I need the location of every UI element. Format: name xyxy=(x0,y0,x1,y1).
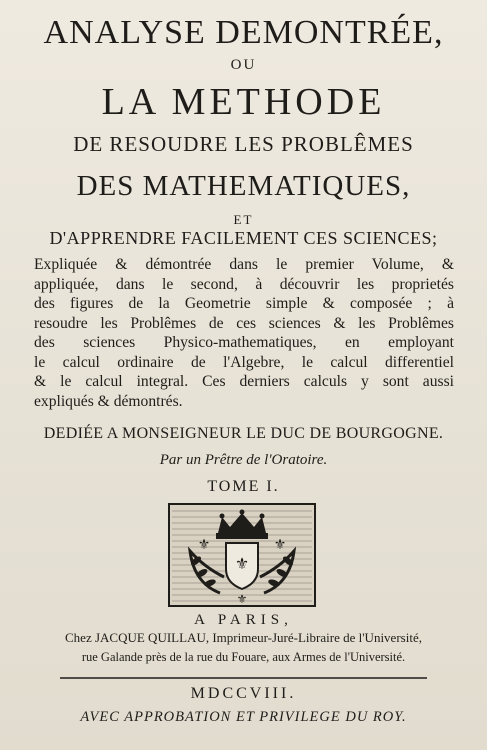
description-line: appliquée, dans le second, à découvrir les proprietés xyxy=(34,275,454,293)
svg-text:⚜: ⚜ xyxy=(197,537,211,553)
volume-label: TOME I. xyxy=(207,478,280,495)
divider xyxy=(0,674,487,682)
description-line: resoudre les Problêmes de ces sciences & les Problêmes xyxy=(34,314,454,332)
description-line: le calcul ordinaire de l'Algebre, le calcul differentiel xyxy=(34,353,454,371)
description-line: Expliquée & démontrée dans le premier Volume, & xyxy=(34,256,454,273)
place-of-publication: A PARIS, xyxy=(194,612,293,628)
title-line-5: D'APPRENDRE FACILEMENT CES SCIENCES; xyxy=(49,228,438,248)
svg-text:⚜: ⚜ xyxy=(273,537,287,553)
description-line: & le calcul integral. Ces derniers calculs y sont aussi xyxy=(34,373,454,390)
title-line-3: DE RESOUDRE LES PROBLÊMES xyxy=(73,132,414,156)
title-or: OU xyxy=(230,57,257,73)
description-line: des sciences Physico-mathematiques, en employant xyxy=(34,334,454,351)
author-line: Par un Prêtre de l'Oratoire. xyxy=(159,452,328,468)
svg-text:⚜: ⚜ xyxy=(236,592,248,606)
description-line: expliqués & démontrés. xyxy=(34,392,183,410)
dedication: DEDIÉE A MONSEIGNEUR LE DUC DE BOURGOGNE. xyxy=(43,425,444,442)
title-line-4: DES MATHEMATIQUES, xyxy=(76,170,411,202)
printers-mark-crest-icon xyxy=(168,503,316,607)
description-line: des figures de la Geometrie simple & composée ; à xyxy=(34,295,454,312)
title-and: ET xyxy=(233,212,254,227)
address-line: rue Galande près de la rue du Fouare, aux Armes de l'Université. xyxy=(81,650,406,664)
svg-text:⚜: ⚜ xyxy=(234,554,250,573)
description xyxy=(34,255,454,411)
publisher-line: Chez JACQUE QUILLAU, Imprimeur-Juré-Libraire de l'Université, xyxy=(65,630,422,645)
publication-year: MDCCVIII. xyxy=(190,685,297,702)
title-line-1: ANALYSE DEMONTRÉE, xyxy=(43,14,444,51)
title-line-2: LA METHODE xyxy=(101,81,386,123)
privilege-line: AVEC APPROBATION ET PRIVILEGE DU ROY. xyxy=(80,709,407,725)
